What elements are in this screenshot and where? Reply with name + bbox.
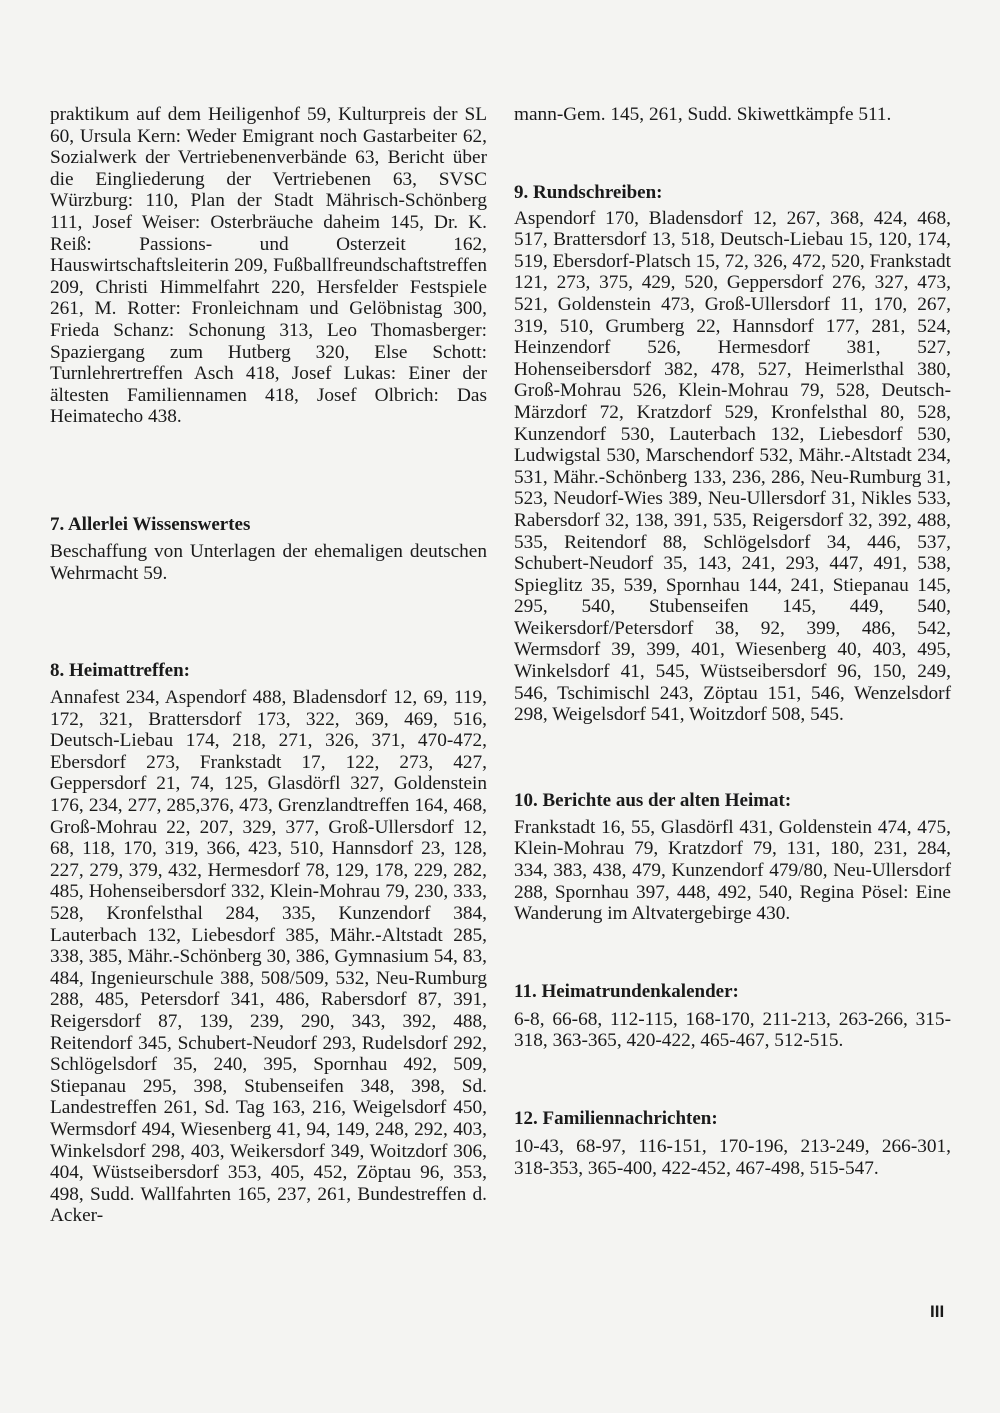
- continuation-paragraph: mann-Gem. 145, 261, Sudd. Skiwettkämpfe 511.: [514, 104, 892, 125]
- section-9-text: Aspendorf 170, Bladensdorf 12, 267, 368, 424, 468, 517, Brattersdorf 13, 518, Deutsch-Liebau 15, 120, 174, 519, Ebersdorf-Platsch 15, 72, 326, 472, 520, Frankstadt 121, 273, 375, 429, 520, Geppersdorf 276, 327, 473, 521, Goldenstein 473, Groß-Ullersdorf 11, 170, 267, 319, 510, Grumberg 22, Hannsdorf 177, 281, 524, Heinzendorf 526, Hermesdorf 381, 527, Hohenseibersdorf 382, 478, 527, Heimerlsthal 380, Groß-Mohrau 526, Klein-Mohrau 79, 528, Deutsch-Märzdorf 72, Kratzdorf 529, Kronfelsthal 80, 528, Kunzendorf 530, Lauterbach 132, Liebesdorf 530, Ludwigstal 530, Marschendorf 532, Mähr.-Altstadt 234, 531, Mähr.-Schönberg 133, 236, 286, Neu-Rumburg 31, 523, Neudorf-Wies 389, Neu-Ullersdorf 31, Nikles 533, Rabersdorf 32, 138, 391, 535, Reigersdorf 32, 392, 488, 535, Reitendorf 88, Schlögelsdorf 34, 446, 537, Schubert-Neudorf 35, 143, 241, 293, 447, 491, 538, Spieglitz 35, 539, Spornhau 144, 241, Stiepanau 145, 295, 540, Stubenseifen 145, 449, 540, Weikersdorf/Petersdorf 38, 92, 399, 486, 542, Wermsdorf 39, 399, 401, Wiesenberg 40, 403, 495, Winkelsdorf 41, 545, Wüstseibersdorf 96, 150, 249, 546, Tschimischl 243, Zöptau 151, 546, Wenzelsdorf 298, Weigelsdorf 541, Woitzdorf 508, 545.: [514, 207, 951, 726]
- section-12-heading: 12. Familiennachrichten:: [514, 1108, 718, 1129]
- section-11-heading: 11. Heimatrundenkalender:: [514, 980, 739, 1002]
- section-7-heading: 7. Allerlei Wissenswertes: [50, 513, 251, 535]
- section-10-heading: 10. Berichte aus der alten Heimat:: [514, 789, 792, 811]
- section-12-text: 10-43, 68-97, 116-151, 170-196, 213-249, 266-301, 318-353, 365-400, 422-452, 467-498, 515-547.: [514, 1136, 951, 1179]
- page-number: III: [930, 1302, 945, 1321]
- intro-paragraph: praktikum auf dem Heiligenhof 59, Kulturpreis der SL 60, Ursula Kern: Weder Emigrant noch Gastarbeiter 62, Sozialwerk der Vertriebenenverbände 63, Bericht über die Eingliederung der Vertriebenen 63, SVSC Würzburg: 110, Plan der Stadt Mährisch-Schönberg 111, Josef Weiser: Osterbräuche daheim 145, Dr. K. Reiß: Passions- und Osterzeit 162, Hauswirtschaftsleiterin 209, Fußballfreundschaftstreffen 209, Christi Himmelfahrt 220, Hersfelder Festspiele 261, M. Rotter: Fronleichnam und Gelöbnistag 300, Frieda Schanz: Schonung 313, Leo Thomasberger: Spaziergang zum Hutberg 320, Else Schott: Turnlehrertreffen Asch 418, Josef Lukas: Einer der ältesten Familiennamen 418, Josef Olbrich: Das Heimatecho 438.: [50, 104, 487, 428]
- section-8-text: Annafest 234, Aspendorf 488, Bladensdorf 12, 69, 119, 172, 321, Brattersdorf 173, 322, 369, 469, 516, Deutsch-Liebau 174, 218, 271, 326, 371, 470-472, Ebersdorf 273, Frankstadt 17, 122, 273, 427, Geppersdorf 21, 74, 125, Glasdörfl 327, Goldenstein 176, 234, 277, 285,376, 473, Grenzlandtreffen 164, 468, Groß-Mohrau 22, 207, 329, 377, Groß-Ullersdorf 12, 68, 118, 170, 319, 366, 423, 510, Hannsdorf 23, 128, 227, 279, 379, 432, Hermesdorf 78, 129, 178, 229, 282, 485, Hohenseibersdorf 332, Klein-Mohrau 79, 230, 333, 528, Kronfelsthal 284, 335, Kunzendorf 384, Lauterbach 132, Liebesdorf 385, Mähr.-Altstadt 285, 338, 385, Mähr.-Schönberg 30, 386, Gymnasium 54, 83, 484, Ingenieurschule 388, 508/509, 532, Neu-Rumburg 288, 485, Petersdorf 341, 486, Rabersdorf 87, 391, Reigersdorf 87, 139, 239, 290, 343, 392, 488, Reitendorf 345, Schubert-Neudorf 293, Rudelsdorf 292, Schlögelsdorf 35, 240, 395, Spornhau 492, 509, Stiepanau 295, 398, Stubenseifen 348, 398, Sd. Landestreffen 261, Sd. Tag 163, 216, Weigelsdorf 450, Wermsdorf 494, Wiesenberg 41, 94, 149, 248, 292, 403, Winkelsdorf 298, 403, Weikersdorf 349, Woitzdorf 306, 404, Wüstseibersdorf 353, 405, 452, Zöptau 96, 353, 498, Sudd. Wallfahrten 165, 237, 261, Bundestreffen d. Acker-: [50, 687, 487, 1227]
- left-column: [50, 104, 487, 1227]
- section-11-text: 6-8, 66-68, 112-115, 168-170, 211-213, 263-266, 315-318, 363-365, 420-422, 465-467, 512-515.: [514, 1008, 951, 1052]
- right-column: [514, 104, 951, 1179]
- section-9-heading: 9. Rundschreiben:: [514, 181, 663, 203]
- section-7-text: Beschaffung von Unterlagen der ehemaligen deutschen Wehrmacht 59.: [50, 540, 487, 584]
- section-10-text: Frankstadt 16, 55, Glasdörfl 431, Goldenstein 474, 475, Klein-Mohrau 79, Kratzdorf 79, 131, 180, 231, 284, 334, 383, 438, 479, Kunzendorf 479/80, Neu-Ullersdorf 288, Spornhau 397, 448, 492, 540, Regina Pösel: Eine Wanderung im Altvatergebirge 430.: [514, 816, 951, 925]
- section-8-heading: 8. Heimattreffen:: [50, 660, 190, 682]
